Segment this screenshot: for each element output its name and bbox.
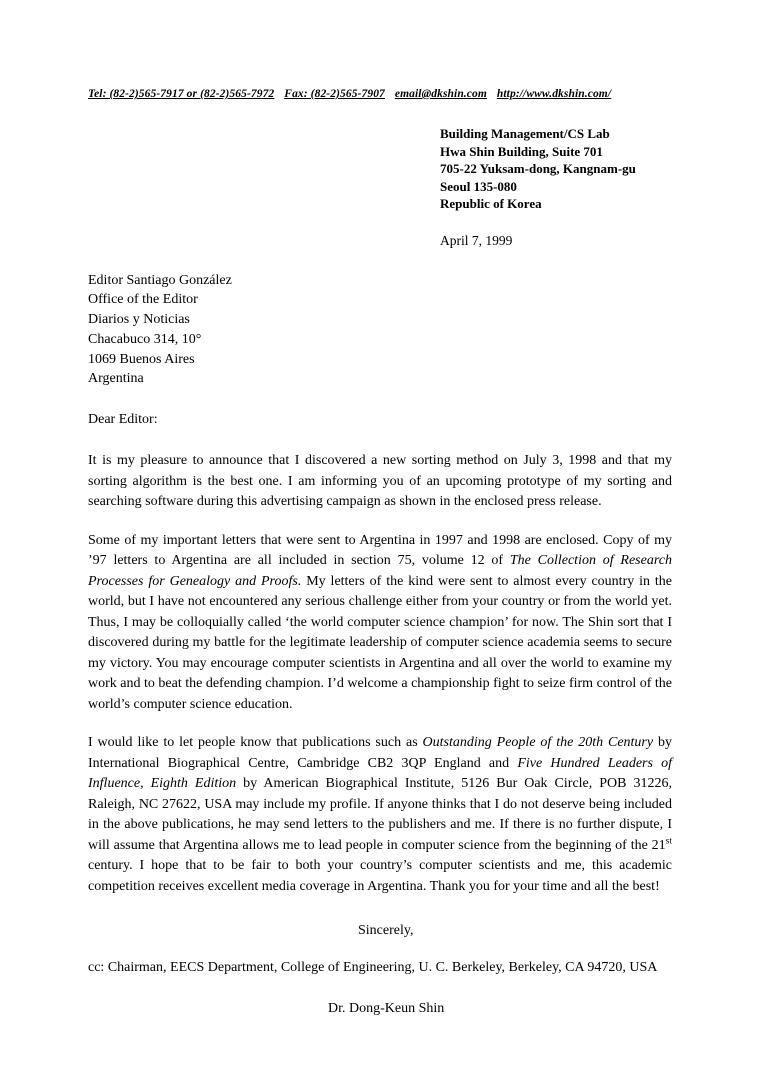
recipient-address-line: Editor Santiago González bbox=[88, 272, 232, 288]
recipient-address-line: Chacabuco 314, 10° bbox=[88, 331, 202, 347]
body-paragraph-3 bbox=[88, 733, 672, 897]
recipient-address-line: Office of the Editor bbox=[88, 292, 198, 308]
signature-name: Dr. Dong-Keun Shin bbox=[328, 1001, 445, 1017]
recipient-address-line: Diarios y Noticias bbox=[88, 312, 190, 328]
paragraph-2-text-part-2: My letters of the kind were sent to almost every country in the world, but I have not encountered any serious challenge either from your country or from the world yet. Thus, I may be colloquially called ‘the world computer science champion’ for now. The Shin sort that I discovered during my battle for the legitimate leadership of computer science academia seems to secure my victory. You may encourage computer scientists in Argentina and all over the world to examine my work and to beat the defending champion. I’d welcome a championship fight to seize firm control of the world’s computer science education. bbox=[88, 573, 673, 712]
paragraph-3-italic-title-1: Outstanding People of the 20th Century bbox=[422, 735, 654, 751]
telephone-text: Tel: (82-2)565-7917 or (82-2)565-7972 bbox=[88, 88, 275, 100]
letter-date: April 7, 1999 bbox=[440, 232, 513, 248]
recipient-address-line: 1069 Buenos Aires bbox=[88, 351, 195, 367]
paragraph-2-italic-title-1: The Collection of Research Processes for Genealogy and Proofs. bbox=[88, 553, 672, 589]
sender-address-line: Seoul 135-080 bbox=[440, 178, 517, 194]
recipient-address-line: Argentina bbox=[88, 371, 144, 387]
website-text: http://www.dkshin.com/ bbox=[496, 88, 612, 100]
sender-address bbox=[440, 125, 672, 213]
body-paragraph-1: It is my pleasure to announce that I discovered a new sorting method on July 3, 1998 and that my sorting algorithm is the best one. I am informing you of an upcoming prototype of my sorting and searching software during this advertising campaign as shown in the enclosed press release. bbox=[88, 453, 672, 510]
paragraph-3-text-part-2: by International Biographical Centre, Cambridge CB2 3QP England and bbox=[88, 735, 673, 771]
salutation: Dear Editor: bbox=[88, 412, 158, 428]
closing-line: Sincerely, bbox=[358, 923, 414, 939]
paragraph-2-text-part-1: Some of my important letters that were sent to Argentina in 1997 and 1998 are enclosed. Copy of my ’97 letters to Argentina are all included in section 75, volume 12 of bbox=[88, 532, 672, 569]
sender-address-line: 705-22 Yuksam-dong, Kangnam-gu bbox=[440, 161, 636, 176]
sender-address-line: Building Management/CS Lab bbox=[440, 126, 610, 141]
body-paragraph-2 bbox=[88, 531, 672, 716]
email-text: email@dkshin.com bbox=[394, 88, 487, 100]
paragraph-3-text-part-4: century. I hope that to be fair to both your country’s computer scientists and me, this academic competition receives excellent media coverage in Argentina. Thank you for your time and all the best! bbox=[88, 858, 672, 894]
sender-address-line: Hwa Shin Building, Suite 701 bbox=[440, 143, 603, 159]
cc-line: cc: Chairman, EECS Department, College of Engineering, U. C. Berkeley, Berkeley, CA 94720, USA bbox=[88, 960, 658, 975]
paragraph-3-text-part-1: I would like to let people know that publications such as bbox=[88, 735, 423, 751]
paragraph-3-italic-title-2: Five Hundred Leaders of Influence, Eighth Edition bbox=[88, 755, 673, 792]
fax-text: Fax: (82-2)565-7907 bbox=[284, 88, 385, 100]
recipient-address bbox=[88, 271, 672, 390]
paragraph-3-text-part-3: by American Biographical Institute, 5126 Bur Oak Circle, POB 31226, Raleigh, NC 27622, USA may include my profile. If anyone thinks that I do not deserve being included in the above publications, he may send letters to the publishers and me. If there is no further dispute, I will assume that Argentina allows me to lead people in computer science from the beginning of the 21 bbox=[88, 776, 672, 853]
letter-content bbox=[88, 0, 672, 1017]
sender-address-line: Republic of Korea bbox=[440, 196, 542, 211]
paragraph-3-superscript: st bbox=[665, 836, 672, 847]
contact-header bbox=[88, 88, 672, 100]
